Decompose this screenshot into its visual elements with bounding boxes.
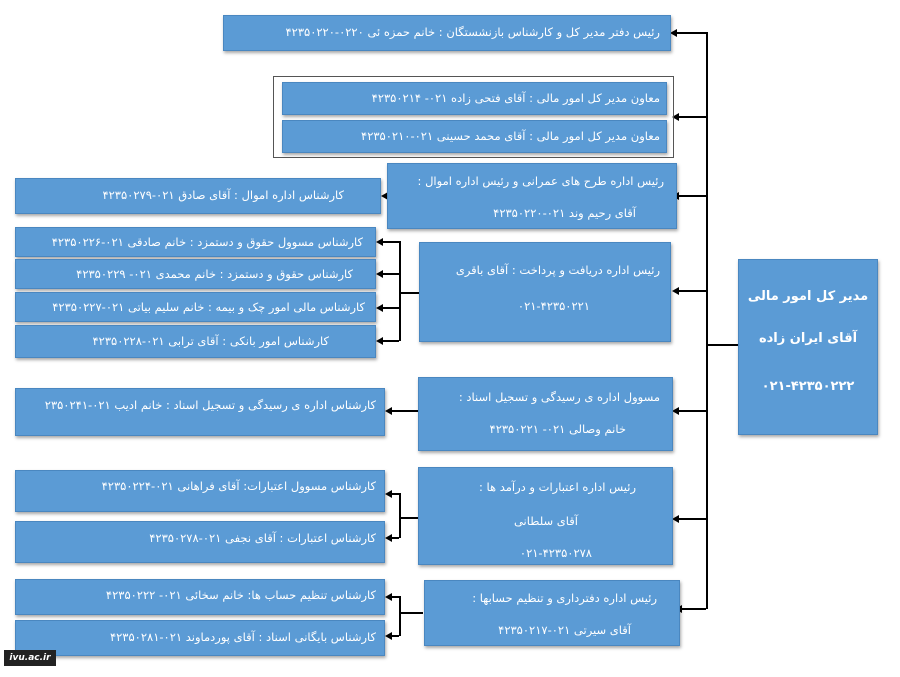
branch-line-dept-3 [677, 518, 706, 520]
dept-head-3-line2: آقای سلطانی [513, 514, 578, 528]
branch-line-office-head [676, 32, 706, 34]
staff-arrow-1-3 [376, 337, 383, 345]
dept-head-2-line1: مسوول اداره ی رسیدگی و تسجیل اسناد : [458, 390, 660, 404]
staff-arrow-1-0 [376, 238, 383, 246]
arrow-office-head [670, 29, 677, 37]
staff-box-1-0 [15, 227, 376, 257]
deputy-box-0 [282, 82, 667, 115]
staff-text-4-0: کارشناس تنظیم حساب ها: خانم سخائی ۰۲۱- ۴۲۳۵۰۲۲۲ [105, 588, 376, 602]
dept-head-box-1 [419, 242, 671, 342]
staff-arrow-4-0 [385, 593, 392, 601]
dept-head-1-line1: رئیس اداره دریافت و پرداخت : آقای باقری [455, 263, 660, 277]
arrow-dept-1 [672, 287, 679, 295]
staff-box-1-2 [15, 292, 376, 322]
staff-line-3-1 [391, 537, 399, 539]
main-spine-line [706, 32, 708, 609]
staff-line-dept-2 [391, 410, 418, 412]
dept-head-box-0 [387, 163, 677, 229]
bracket-line-dept-4 [399, 596, 401, 636]
office-head-text: رئیس دفتر مدیر کل و کارشناس بازنشستگان : خانم حمزه ئی ۰۲۲۰-۴۲۳۵۰۲۲۰ [285, 25, 660, 39]
bracket-connector-dept-3 [401, 517, 418, 519]
branch-line-dept-0 [677, 195, 706, 197]
staff-line-4-1 [391, 635, 399, 637]
staff-box-3-1 [15, 521, 385, 563]
deputy-text-0: معاون مدیر کل امور مالی : آقای فتحی زاده ۰۲۱- ۴۲۳۵۰۲۱۴ [371, 91, 660, 105]
staff-text-1-3: کارشناس امور بانکی : آقای ترابی ۰۲۱-۴۲۳۵۰۲۲۸ [92, 334, 329, 348]
staff-box-2-0 [15, 388, 385, 436]
staff-text-3-0: کارشناس مسوول اعتبارات: آقای فراهانی ۰۲۱-۴۲۳۵۰۲۲۴ [101, 479, 376, 493]
staff-box-1-1 [15, 259, 376, 289]
staff-text-1-0: کارشناس مسوول حقوق و دستمزد : خانم صادقی ۰۲۱-۴۲۳۵۰۲۲۶ [51, 235, 363, 249]
staff-text-1-1: کارشناس حقوق و دستمزد : خانم محمدی ۰۲۱- ۴۲۳۵۰۲۲۹ [76, 267, 353, 281]
dept-head-0-line1: رئیس اداره طرح های عمرانی و رئیس اداره اموال : [417, 174, 664, 188]
bracket-connector-dept-1 [401, 292, 420, 294]
staff-box-1-3 [15, 325, 376, 358]
staff-box-4-0 [15, 579, 385, 615]
staff-arrow-3-0 [385, 490, 392, 498]
deputy-box-1 [282, 120, 667, 153]
branch-line-dept-1 [677, 290, 706, 292]
dept-head-box-2 [418, 377, 673, 451]
staff-line-1-0 [382, 241, 399, 243]
staff-arrow-1-1 [376, 270, 383, 278]
arrow-dept-2 [672, 407, 679, 415]
dept-head-2-line2: خانم وصالی ۰۲۱- ۴۲۳۵۰۲۲۱ [489, 422, 626, 436]
bracket-line-dept-3 [399, 493, 401, 538]
staff-arrow-4-1 [385, 632, 392, 640]
branch-line-deputies [677, 116, 706, 118]
staff-arrow-3-1 [385, 534, 392, 542]
director-connector-line [706, 344, 738, 346]
staff-text-0-0: کارشناس اداره اموال : آقای صادق ۰۲۱-۴۲۳۵۰۲۷۹ [102, 188, 344, 202]
staff-arrow-1-2 [376, 304, 383, 312]
dept-head-4-line2: آقای سیرتی ۰۲۱-۴۲۳۵۰۲۱۷ [498, 623, 631, 637]
ivu-logo: ivu.ac.ir [4, 650, 56, 666]
staff-text-2-0: کارشناس اداره ی رسیدگی و تسجیل اسناد : خانم ادیب ۰۲۱-۲۳۵۰۲۴۱ [44, 398, 376, 412]
dept-head-box-4 [424, 580, 680, 646]
staff-line-1-3 [382, 340, 399, 342]
staff-box-0-0 [15, 178, 381, 214]
staff-arrow-dept-2 [385, 407, 392, 415]
staff-box-4-1 [15, 620, 385, 656]
staff-text-1-2: کارشناس مالی امور چک و بیمه : خانم سلیم بیاتی ۰۲۱-۴۲۳۵۰۲۲۷ [52, 300, 365, 314]
staff-line-1-2 [382, 307, 399, 309]
branch-line-dept-4 [680, 608, 706, 610]
dept-head-1-line2: ۰۲۱-۴۲۳۵۰۲۲۱ [517, 299, 590, 313]
office-head-box [223, 15, 671, 51]
branch-line-dept-2 [677, 410, 706, 412]
dept-head-3-line3: ۰۲۱-۴۲۳۵۰۲۷۸ [519, 546, 592, 560]
deputy-text-1: معاون مدیر کل امور مالی : آقای محمد حسینی ۰۲۱-۴۲۳۵۰۲۱۰ [361, 129, 660, 143]
staff-line-1-1 [382, 273, 399, 275]
dept-head-box-3 [418, 467, 673, 565]
staff-line-3-0 [391, 493, 399, 495]
director-title: مدیر کل امور مالی [747, 289, 869, 304]
arrow-dept-3 [672, 515, 679, 523]
bracket-connector-dept-4 [401, 612, 423, 614]
staff-text-4-1: کارشناس بایگانی اسناد : آقای پوردماوند ۰۲۱-۴۲۳۵۰۲۸۱ [109, 630, 376, 644]
staff-text-3-1: کارشناس اعتبارات : آقای نجفی ۰۲۱-۴۲۳۵۰۲۷۸ [149, 531, 376, 545]
dept-head-4-line1: رئیس اداره دفترداری و تنظیم حسابها : [472, 591, 657, 605]
dept-head-3-line1: رئیس اداره اعتبارات و درآمد ها : [478, 480, 636, 494]
dept-head-0-line2: آقای رحیم وند ۰۲۱-۴۲۳۵۰۲۲۰ [493, 206, 636, 220]
director-box [738, 259, 878, 435]
director-phone: ۰۲۱-۴۲۳۵۰۲۲۲ [761, 379, 855, 394]
staff-line-4-0 [391, 596, 399, 598]
staff-box-3-0 [15, 470, 385, 512]
director-name: آقای ایران زاده [758, 331, 858, 346]
bracket-line-dept-1 [399, 241, 401, 341]
